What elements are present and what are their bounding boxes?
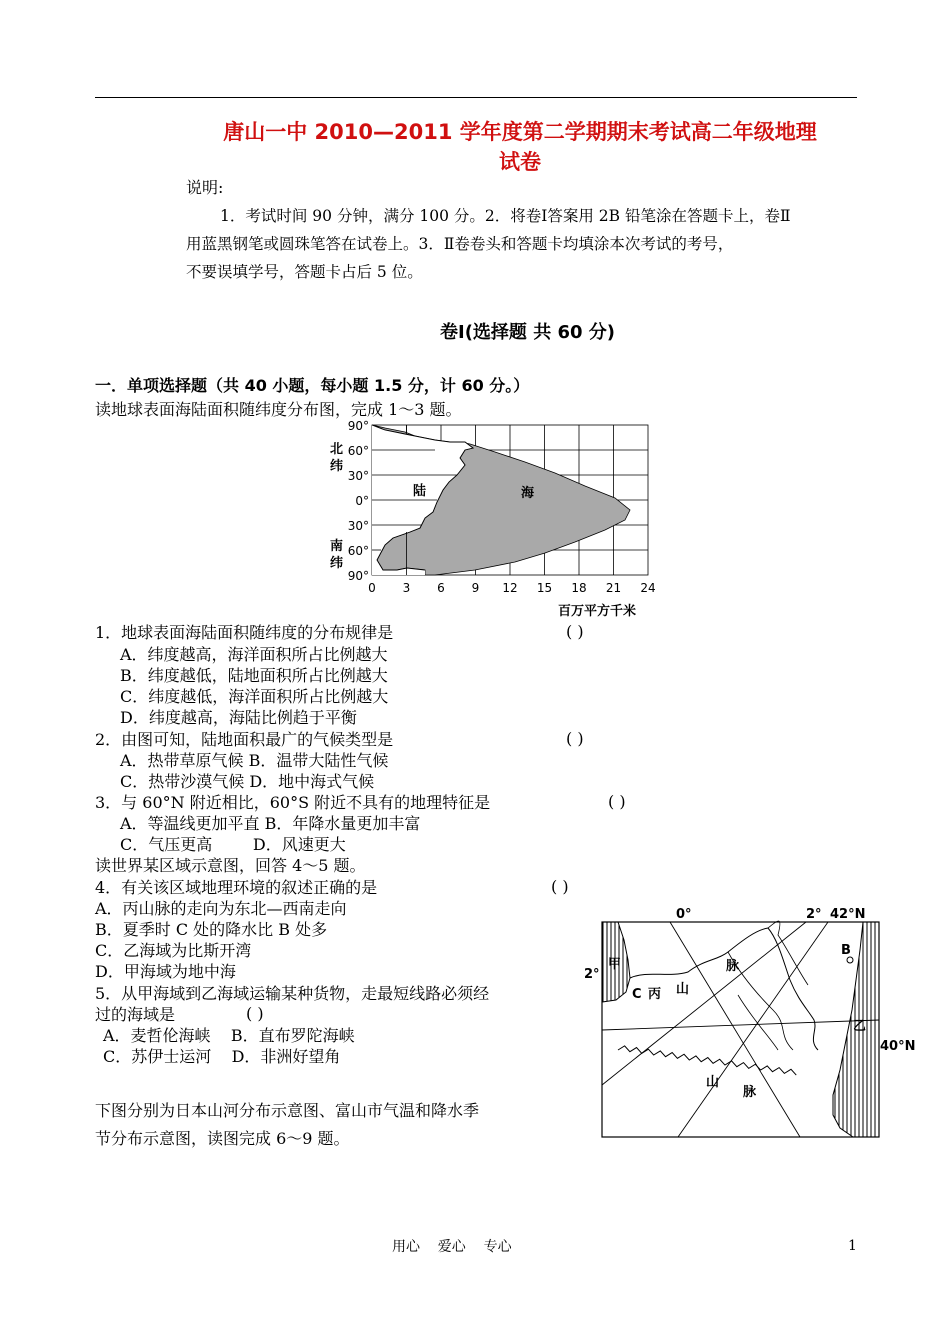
x-tick-6: 6 <box>437 581 445 595</box>
q2-options-ab: A．热带草原气候 B．温带大陆性气候 <box>120 751 389 770</box>
land-label: 陆 <box>413 484 427 499</box>
x-tick-9: 9 <box>471 581 480 595</box>
intro-q4-5: 读世界某区域示意图，回答 4～5 题。 <box>95 856 366 875</box>
label-yi: 乙 <box>853 1019 867 1034</box>
label-shan2: 山 <box>706 1075 720 1090</box>
land-sea-latitude-chart <box>325 420 670 625</box>
south-char1: 南 <box>330 539 344 554</box>
exam-title-line1: 唐山一中 2010—2011 学年度第二学期期末考试高二年级地理 <box>223 120 817 144</box>
exam-title-line2: 试卷 <box>499 150 541 174</box>
q4-option-c: C．乙海域为比斯开湾 <box>95 941 252 960</box>
part1-heading: 一．单项选择题（共 40 小题，每小题 1.5 分，计 60 分。） <box>95 376 530 395</box>
label-mai2: 脉 <box>743 1085 757 1100</box>
x-tick-12: 12 <box>502 581 518 595</box>
q4-option-b: B．夏季时 C 处的降水比 B 处多 <box>95 920 328 939</box>
q5-options-cd: C．苏伊士运河 D．非洲好望角 <box>103 1047 341 1066</box>
region-map <box>578 900 918 1145</box>
x-tick-21: 21 <box>605 581 622 595</box>
page-number: 1 <box>848 1238 857 1254</box>
instructions-line1: 1．考试时间 90 分钟，满分 100 分。2．将卷Ⅰ答案用 2B 铅笔涂在答题卡上，卷Ⅱ <box>220 207 791 225</box>
q5-stem-line1: 5．从甲海域到乙海域运输某种货物，走最短线路必须经 <box>95 984 490 1003</box>
intro-q6-9-line1: 下图分别为日本山河分布示意图、富山市气温和降水季 <box>95 1101 480 1120</box>
header-rule <box>95 97 857 98</box>
label-b: B <box>841 943 851 958</box>
q2-answer-paren[interactable]: ( ) <box>566 729 584 748</box>
lat-42-label: 42°N <box>830 907 866 922</box>
y-label-60n: 60° <box>347 444 369 458</box>
lon-2-label: 2° <box>806 907 822 922</box>
label-bing: 丙 <box>648 987 662 1002</box>
q4-option-d: D．甲海域为地中海 <box>95 962 236 981</box>
q4-stem: 4．有关该区域地理环境的叙述正确的是 <box>95 878 378 897</box>
x-unit-label: 百万平方千米 <box>557 604 637 619</box>
q1-answer-paren[interactable]: ( ) <box>566 622 584 641</box>
q5-stem-line2: 过的海域是 <box>95 1005 176 1024</box>
x-tick-18: 18 <box>571 581 587 595</box>
q3-options-ab: A．等温线更加平直 B．年降水量更加丰富 <box>120 814 421 833</box>
q1-option-b: B．纬度越低，陆地面积所占比例越大 <box>120 666 388 685</box>
q3-answer-paren[interactable]: ( ) <box>608 792 626 811</box>
q1-option-a: A．纬度越高，海洋面积所占比例越大 <box>120 645 388 664</box>
north-char1: 北 <box>330 442 344 457</box>
label-mai1: 脉 <box>726 959 740 974</box>
y-label-30n: 30° <box>347 469 369 483</box>
instructions-line2: 用蓝黑钢笔或圆珠笔答在试卷上。3．Ⅱ卷卷头和答题卡均填涂本次考试的考号， <box>186 235 734 253</box>
q2-options-cd: C．热带沙漠气候 D．地中海式气候 <box>120 772 375 791</box>
footer-motto: 用心 爱心 专心 <box>392 1239 512 1255</box>
x-tick-15: 15 <box>536 581 553 595</box>
y-label-0: 0° <box>355 494 369 508</box>
q5-options-ab: A．麦哲伦海峡 B．直布罗陀海峡 <box>103 1026 355 1045</box>
instructions-label: 说明: <box>186 178 224 197</box>
y-label-90n: 90° <box>347 420 369 433</box>
q3-stem: 3．与 60°N 附近相比，60°S 附近不具有的地理特征是 <box>95 793 491 812</box>
sea-label: 海 <box>521 486 535 501</box>
lon-0-label: 0° <box>676 907 692 922</box>
q5-answer-paren[interactable]: ( ) <box>246 1004 264 1023</box>
lat-40-label: 40°N <box>880 1039 916 1054</box>
q1-option-c: C．纬度越低，海洋面积所占比例越大 <box>120 687 389 706</box>
north-char2: 纬 <box>330 459 344 474</box>
x-tick-3: 3 <box>402 581 411 595</box>
q1-stem: 1．地球表面海陆面积随纬度的分布规律是 <box>95 623 394 642</box>
y-label-90s: 90° <box>347 569 369 583</box>
label-c: C <box>632 987 642 1002</box>
x-tick-0: 0 <box>368 581 376 595</box>
label-shan1: 山 <box>676 982 690 997</box>
y-label-60s: 60° <box>347 544 369 558</box>
intro-q6-9-line2: 节分布示意图，读图完成 6～9 题。 <box>95 1129 350 1148</box>
q3-options-cd: C．气压更高 D．风速更大 <box>120 835 346 854</box>
y-label-30s: 30° <box>347 519 369 533</box>
q4-answer-paren[interactable]: ( ) <box>551 877 569 896</box>
x-tick-24: 24 <box>640 581 656 595</box>
intro-q1-3: 读地球表面海陆面积随纬度分布图，完成 1～3 题。 <box>95 400 462 419</box>
q4-option-a: A．丙山脉的走向为东北—西南走向 <box>95 899 347 918</box>
instructions-line3: 不要误填学号，答题卡占后 5 位。 <box>186 263 423 281</box>
q1-option-d: D．纬度越高，海陆比例趋于平衡 <box>120 708 357 727</box>
section-title: 卷Ⅰ(选择题 共 60 分) <box>440 322 615 343</box>
label-jia: 甲 <box>608 957 622 972</box>
lon-2w-label: 2° <box>584 967 600 982</box>
south-char2: 纬 <box>330 556 344 571</box>
q2-stem: 2．由图可知，陆地面积最广的气候类型是 <box>95 730 394 749</box>
